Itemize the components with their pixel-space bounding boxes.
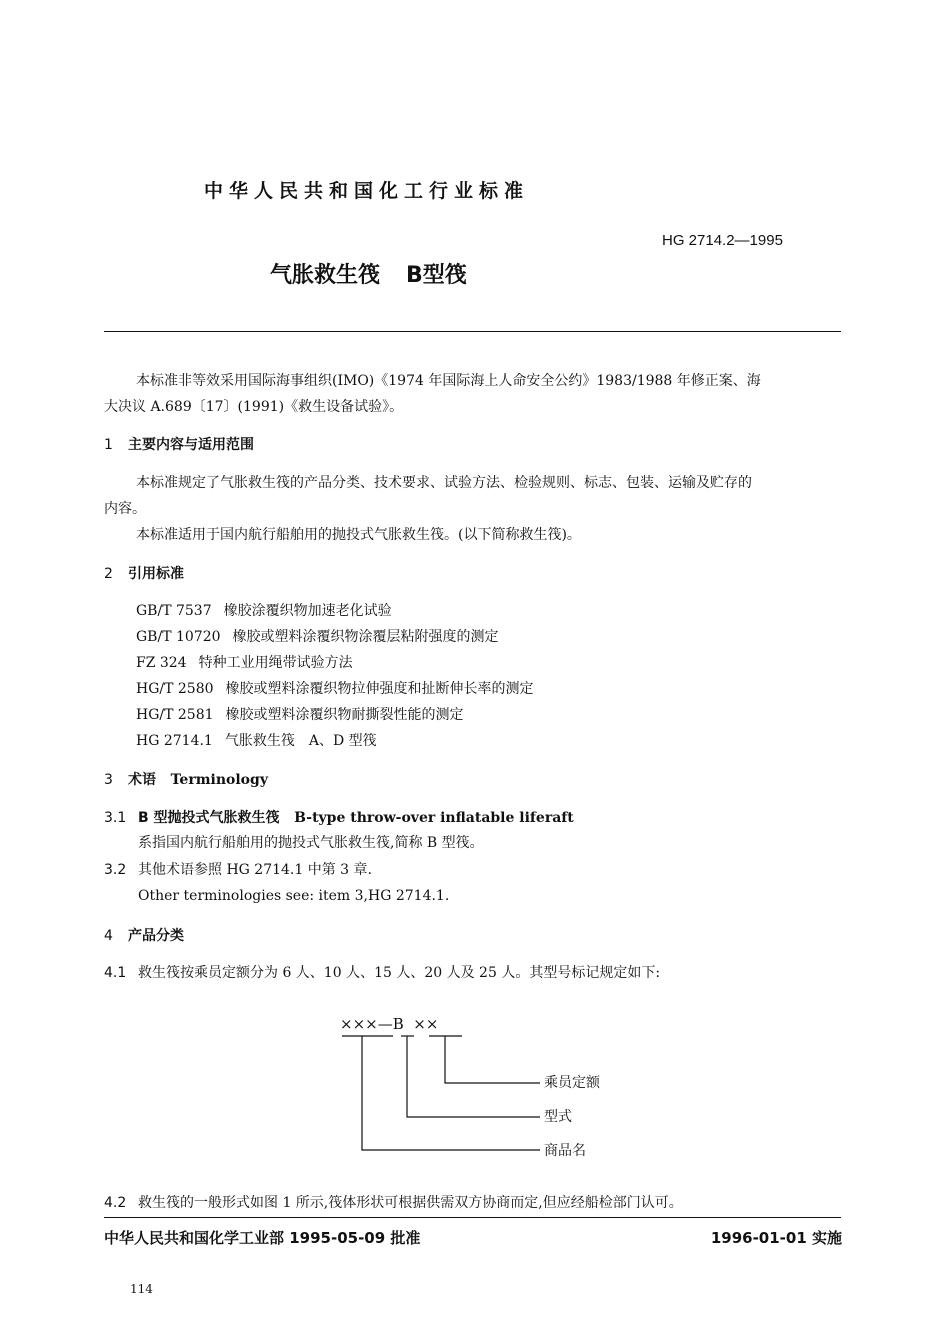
label-trade-name: 商品名 [544, 1143, 586, 1159]
clause-4-2 [104, 1192, 683, 1214]
standard-code: HG 2714.2—1995 [662, 232, 783, 249]
document-title-main: 气胀救生筏 [270, 263, 381, 288]
section-number: 1 [104, 437, 113, 453]
approval-info: 中华人民共和国化学工业部 1995-05-09 批准 [104, 1229, 421, 1247]
clause-title-en: B-type throw-over inflatable liferaft [294, 810, 574, 826]
model-code-name: ××× [340, 1015, 378, 1033]
clause-body: 救生筏的一般形式如图 1 所示,筏体形状可根据供需双方协商而定,但应经船检部门认可。 [138, 1195, 683, 1211]
label-type: 型式 [544, 1109, 572, 1125]
effective-date: 1996-01-01 实施 [710, 1229, 842, 1247]
leader-type [407, 1036, 540, 1117]
reference-code: HG/T 2581 [136, 707, 214, 723]
section-number: 4 [104, 928, 113, 944]
section-title: 引用标准 [128, 566, 184, 582]
section-number: 2 [104, 566, 113, 582]
clause-number: 3.1 [104, 810, 127, 826]
clause-title: B 型抛投式气胀救生筏 [138, 810, 280, 826]
reference-code: GB/T 7537 [136, 603, 212, 619]
footer-rule [104, 1217, 841, 1218]
reference-title: 橡胶涂覆织物加速老化试验 [223, 603, 392, 619]
reference-code: HG 2714.1 [136, 733, 213, 749]
page-number: 114 [130, 1282, 153, 1296]
clause-number: 3.2 [104, 862, 127, 878]
clause-3-1-body: 系指国内航行船舶用的抛投式气胀救生筏,简称 B 型筏。 [138, 835, 484, 851]
document-title-type: B型筏 [406, 263, 467, 288]
section-1-para-2: 本标准适用于国内航行船舶用的抛投式气胀救生筏。(以下简称救生筏)。 [136, 527, 581, 543]
section-1-para-1a: 本标准规定了气胀救生筏的产品分类、技术要求、试验方法、检验规则、标志、包装、运输及贮存的 [136, 475, 752, 491]
industry-standard-title: 中华人民共和国化工行业标准 [204, 180, 530, 202]
intro-line-1: 本标准非等效采用国际海事组织(IMO)《1974 年国际海上人命安全公约》1983/1988 年修正案、海 [136, 373, 761, 389]
reference-title: 橡胶或塑料涂覆织物拉伸强度和扯断伸长率的测定 [225, 681, 534, 697]
reference-title: 橡胶或塑料涂覆织物涂覆层粘附强度的测定 [232, 629, 499, 645]
reference-title: 特种工业用绳带试验方法 [198, 655, 353, 671]
section-title: 术语 [128, 772, 156, 788]
reference-code: FZ 324 [136, 655, 187, 671]
model-code-dash: — [377, 1015, 393, 1033]
reference-code: HG/T 2580 [136, 681, 214, 697]
reference-code: GB/T 10720 [136, 629, 221, 645]
leader-capacity [445, 1036, 540, 1083]
section-1-para-1b: 内容。 [104, 501, 146, 517]
reference-title: 气胀救生筏 A、D 型筏 [224, 733, 377, 749]
model-code [340, 1013, 438, 1035]
model-code-capacity: ×× [413, 1015, 439, 1033]
model-code-type: B [392, 1015, 404, 1033]
section-title-en: Terminology [170, 772, 268, 788]
section-number: 3 [104, 772, 113, 788]
clause-number: 4.1 [104, 965, 127, 981]
clause-3-2-body-en: Other terminologies see: item 3,HG 2714.1. [138, 888, 450, 904]
section-title: 产品分类 [128, 928, 184, 944]
leader-name [362, 1036, 540, 1150]
clause-body: 其他术语参照 HG 2714.1 中第 3 章. [138, 862, 372, 878]
reference-title: 橡胶或塑料涂覆织物耐撕裂性能的测定 [225, 707, 464, 723]
clause-body: 救生筏按乘员定额分为 6 人、10 人、15 人、20 人及 25 人。其型号标记规定如下: [138, 965, 661, 981]
section-title: 主要内容与适用范围 [128, 437, 254, 453]
intro-line-2: 大决议 A.689〔17〕(1991)《救生设备试验》。 [104, 399, 404, 415]
label-capacity: 乘员定额 [544, 1075, 600, 1091]
clause-number: 4.2 [104, 1195, 127, 1211]
